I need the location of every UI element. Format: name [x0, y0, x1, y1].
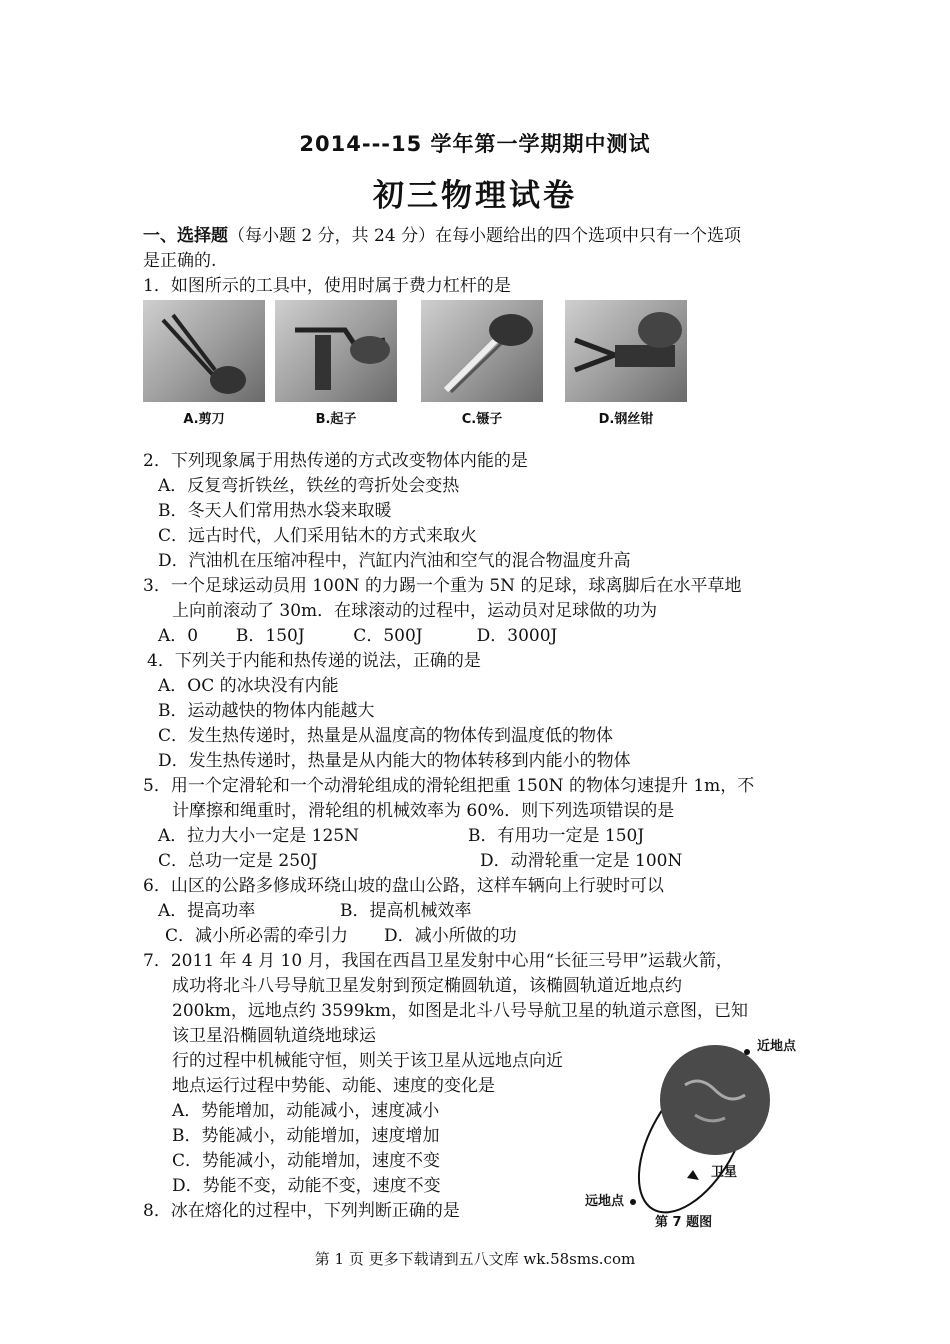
q1-caption-d: D.钢丝钳	[598, 412, 654, 427]
q1-caption-b: B.起子	[315, 412, 357, 427]
q1-figure-b	[275, 300, 397, 432]
q2-stem: 2．下列现象属于用热传递的方式改变物体内能的是	[143, 451, 528, 471]
section-intro-text: （每小题 2 分，共 24 分）在每小题给出的四个选项中只有一个选项	[228, 226, 742, 246]
q1-stem: 1．如图所示的工具中，使用时属于费力杠杆的是	[143, 276, 511, 296]
q6-option-b: B．提高机械效率	[340, 901, 472, 921]
scissors-photo	[143, 300, 265, 402]
q6-stem: 6．山区的公路多修成环绕山坡的盘山公路，这样车辆向上行驶时可以	[143, 876, 664, 896]
q5-option-d: D．动滑轮重一定是 100N	[480, 851, 683, 871]
q4-option-d: D．发生热传递时，热量是从内能大的物体转移到内能小的物体	[158, 751, 631, 771]
q3-stem-1: 3．一个足球运动员用 100N 的力踢一个重为 5N 的足球，球离脚后在水平草地	[143, 576, 742, 596]
q2-option-a: A．反复弯折铁丝，铁丝的弯折处会变热	[158, 476, 460, 496]
figure-caption: 第 7 题图	[655, 1215, 713, 1230]
q6-option-d: D．减小所做的功	[384, 926, 517, 946]
tweezers-photo	[421, 300, 543, 402]
q5-stem-1: 5．用一个定滑轮和一个动滑轮组成的滑轮组把重 150N 的物体匀速提升 1m，不	[143, 776, 755, 796]
q5-option-c: C．总功一定是 250J	[158, 851, 318, 871]
q1-figure-row	[143, 300, 703, 432]
page-footer: 第 1 页 更多下载请到五八文库 wk.58sms.com	[314, 1250, 636, 1268]
q7-stem-3: 200km，远地点约 3599km，如图是北斗八号导航卫星的轨道示意图，已知	[172, 1001, 748, 1021]
pliers-photo	[565, 300, 687, 402]
earth-icon	[660, 1045, 770, 1155]
q4-stem: 4．下列关于内能和热传递的说法，正确的是	[147, 651, 481, 671]
q7-option-c: C．势能减小，动能增加，速度不变	[172, 1151, 441, 1171]
q7-stem-1: 7．2011 年 4 月 10 月，我国在西昌卫星发射中心用“长征三号甲”运载火箭，	[143, 951, 733, 971]
q2-option-d: D．汽油机在压缩冲程中，汽缸内汽油和空气的混合物温度升高	[158, 551, 631, 571]
q7-orbit-figure	[575, 1030, 815, 1230]
apogee-label: 远地点	[585, 1194, 625, 1209]
q5-stem-2: 计摩擦和绳重时，滑轮组的机械效率为 60%．则下列选项错误的是	[172, 801, 675, 821]
q1-caption-c: C.镊子	[461, 412, 503, 427]
q2-option-b: B．冬天人们常用热水袋来取暖	[158, 501, 392, 521]
section-heading: 一、选择题	[143, 226, 228, 246]
q3-options: A．0 B．150J C．500J D．3000J	[158, 626, 558, 646]
q5-option-b: B．有用功一定是 150J	[468, 826, 645, 846]
q1-figure-c	[421, 300, 543, 432]
q3-stem-2: 上向前滚动了 30m．在球滚动的过程中，运动员对足球做的功为	[172, 601, 658, 621]
q1-caption-a: A.剪刀	[183, 412, 225, 427]
q7-stem-5: 行的过程中机械能守恒，则关于该卫星从远地点向近	[172, 1051, 563, 1071]
section-intro-cont: 是正确的.	[143, 251, 217, 271]
section-intro	[143, 224, 741, 249]
q7-option-b: B．势能减小，动能增加，速度增加	[172, 1126, 440, 1146]
perigee-label: 近地点	[757, 1039, 797, 1054]
q7-stem-2: 成功将北斗八号导航卫星发射到预定椭圆轨道，该椭圆轨道近地点约	[172, 976, 682, 996]
q5-option-a: A．拉力大小一定是 125N	[158, 826, 360, 846]
q7-stem-4: 该卫星沿椭圆轨道绕地球运	[172, 1026, 376, 1046]
q4-option-a: A．OC 的冰块没有内能	[158, 676, 339, 696]
satellite-label: 卫星	[711, 1165, 738, 1180]
exam-title: 2014---15 学年第一学期期中测试	[299, 132, 651, 156]
satellite-arrow-icon	[687, 1170, 699, 1180]
q7-option-d: D．势能不变，动能不变，速度不变	[172, 1176, 441, 1196]
exam-subtitle: 初三物理试卷	[373, 178, 577, 214]
q6-option-a: A．提高功率	[158, 901, 256, 921]
q7-stem-6: 地点运行过程中势能、动能、速度的变化是	[172, 1076, 495, 1096]
q6-option-c: C．减小所必需的牵引力	[165, 926, 349, 946]
q1-figure-d	[565, 300, 687, 432]
q8-stem: 8．冰在熔化的过程中，下列判断正确的是	[143, 1201, 460, 1221]
q1-figure-a	[143, 300, 265, 432]
q2-option-c: C．远古时代，人们采用钻木的方式来取火	[158, 526, 478, 546]
q4-option-b: B．运动越快的物体内能越大	[158, 701, 375, 721]
q4-option-c: C．发生热传递时，热量是从温度高的物体传到温度低的物体	[158, 726, 614, 746]
bottle-opener-photo	[275, 300, 397, 402]
q7-option-a: A．势能增加，动能减小，速度减小	[172, 1101, 440, 1121]
